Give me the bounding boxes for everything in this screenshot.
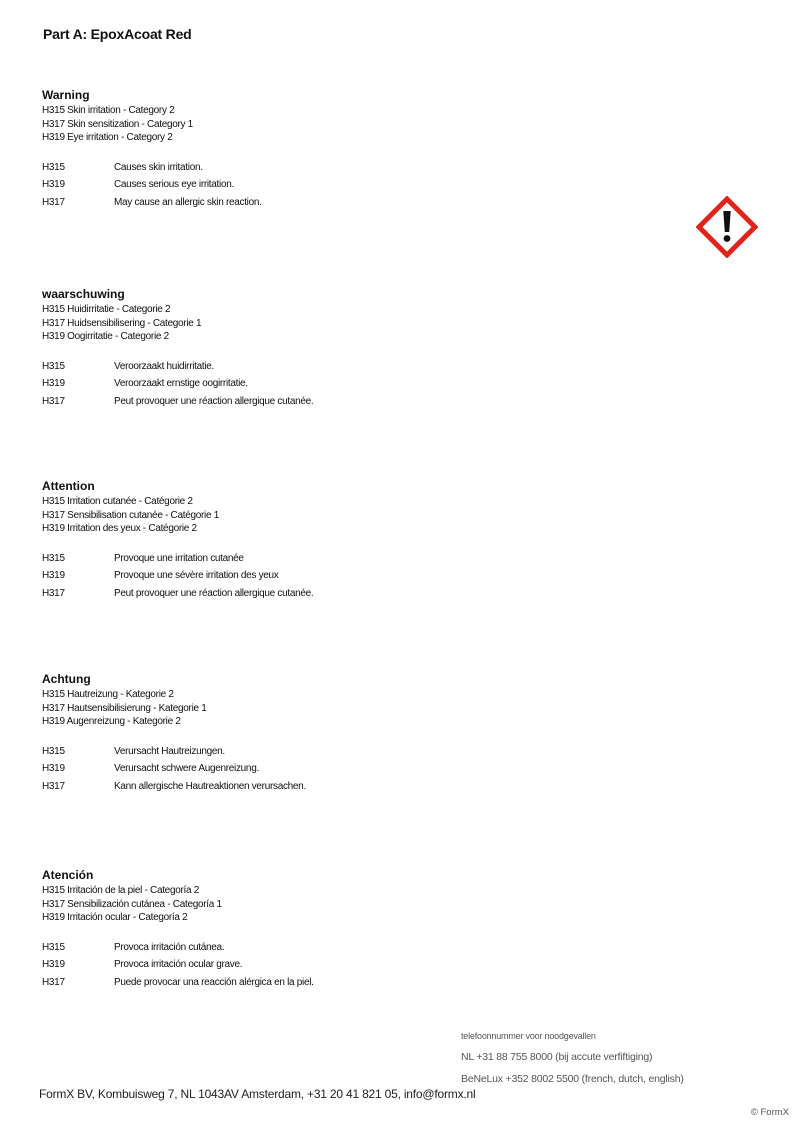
hazard-text: Puede provocar una reacción alérgica en la piel. <box>114 976 314 988</box>
section-english <box>42 88 662 213</box>
hazard-text: Verursacht Hautreizungen. <box>114 745 225 757</box>
hazard-statement-row <box>42 780 662 798</box>
hazard-statement-row <box>42 745 662 763</box>
section-heading: Achtung <box>42 672 91 686</box>
hazard-statement-row <box>42 976 662 994</box>
classification-line: H317 Sensibilisation cutanée - Catégorie 1 <box>42 509 219 521</box>
hazard-code: H315 <box>42 552 65 564</box>
section-heading: Attention <box>42 479 95 493</box>
hazard-text: Provoque une irritation cutanée <box>114 552 244 564</box>
hazard-statements <box>42 941 662 994</box>
hazard-statement-row <box>42 569 662 587</box>
hazard-code: H315 <box>42 161 65 173</box>
hazard-text: Provoque une sévère irritation des yeux <box>114 570 279 581</box>
hazard-statements <box>42 360 662 413</box>
classification-line: H315 Irritation cutanée - Catégorie 2 <box>42 496 193 507</box>
classification-line: H319 Augenreizung - Kategorie 2 <box>42 716 181 727</box>
hazard-code: H317 <box>42 587 65 599</box>
hazard-code: H319 <box>42 570 65 581</box>
hazard-text: Causes serious eye irritation. <box>114 179 234 190</box>
section-french <box>42 479 662 604</box>
classification-line: H317 Skin sensitization - Category 1 <box>42 118 193 130</box>
hazard-code: H319 <box>42 763 65 774</box>
section-german <box>42 672 662 797</box>
classification-line: H317 Hautsensibilisierung - Kategorie 1 <box>42 702 207 714</box>
hazard-statement-row <box>42 941 662 959</box>
emergency-phone-benelux: BeNeLux +352 8002 5500 (french, dutch, english) <box>461 1073 684 1085</box>
hazard-statement-row <box>42 762 662 780</box>
classification-line: H319 Oogirritatie - Categorie 2 <box>42 331 169 342</box>
hazard-text: Kann allergische Hautreaktionen verursachen. <box>114 780 306 792</box>
hazard-statement-row <box>42 587 662 605</box>
hazard-text: Veroorzaakt huidirritatie. <box>114 360 215 372</box>
section-heading: Atención <box>42 868 94 882</box>
hazard-statement-row <box>42 958 662 976</box>
section-heading: Warning <box>42 88 90 102</box>
hazard-text: Causes skin irritation. <box>114 161 203 173</box>
hazard-statement-row <box>42 178 662 196</box>
hazard-text: Veroorzaakt ernstige oogirritatie. <box>114 378 248 389</box>
classification-line: H319 Irritación ocular - Categoría 2 <box>42 912 188 923</box>
emergency-phone-nl: NL +31 88 755 8000 (bij accute verfiftiging) <box>461 1051 653 1063</box>
hazard-code: H317 <box>42 395 65 407</box>
classification-line: H315 Hautreizung - Kategorie 2 <box>42 689 174 700</box>
hazard-text: Verursacht schwere Augenreizung. <box>114 763 259 774</box>
document-title: Part A: EpoxAcoat Red <box>43 26 192 42</box>
classification-line: H319 Irritation des yeux - Catégorie 2 <box>42 523 197 534</box>
hazard-text: Provoca irritación cutánea. <box>114 941 225 953</box>
hazard-code: H315 <box>42 745 65 757</box>
hazard-statement-row <box>42 377 662 395</box>
classification-line: H317 Sensibilización cutánea - Categoría 1 <box>42 898 222 910</box>
hazard-text: May cause an allergic skin reaction. <box>114 196 262 208</box>
hazard-statements <box>42 161 662 214</box>
hazard-statements <box>42 745 662 798</box>
company-address: FormX BV, Kombuisweg 7, NL 1043AV Amsterdam, +31 20 41 821 05, info@formx.nl <box>39 1087 476 1101</box>
hazard-statement-row <box>42 395 662 413</box>
hazard-statements <box>42 552 662 605</box>
hazard-code: H317 <box>42 780 65 792</box>
hazard-code: H315 <box>42 941 65 953</box>
hazard-code: H317 <box>42 976 65 988</box>
copyright-notice: © FormX <box>750 1107 789 1118</box>
hazard-statement-row <box>42 196 662 214</box>
hazard-text: Peut provoquer une réaction allergique cutanée. <box>114 587 314 599</box>
section-heading: waarschuwing <box>42 287 125 301</box>
hazard-text: Peut provoquer une réaction allergique cutanée. <box>114 395 314 407</box>
section-dutch <box>42 287 662 412</box>
ghs07-exclamation-mark-icon <box>696 196 758 258</box>
emergency-contact <box>461 1030 761 1086</box>
classification-line: H317 Huidsensibilisering - Categorie 1 <box>42 317 202 329</box>
hazard-statement-row <box>42 161 662 179</box>
section-spanish <box>42 868 662 993</box>
hazard-code: H317 <box>42 196 65 208</box>
hazard-code: H319 <box>42 378 65 389</box>
classification-line: H315 Huidirritatie - Categorie 2 <box>42 304 171 315</box>
hazard-code: H319 <box>42 959 65 970</box>
classification-line: H315 Skin irritation - Category 2 <box>42 105 175 116</box>
hazard-statement-row <box>42 360 662 378</box>
classification-line: H319 Eye irritation - Category 2 <box>42 132 173 143</box>
hazard-code: H315 <box>42 360 65 372</box>
hazard-text: Provoca irritación ocular grave. <box>114 959 243 970</box>
hazard-statement-row <box>42 552 662 570</box>
hazard-code: H319 <box>42 179 65 190</box>
emergency-label: telefoonnummer voor noodgevallen <box>461 1031 596 1041</box>
classification-line: H315 Irritación de la piel - Categoría 2 <box>42 885 199 896</box>
